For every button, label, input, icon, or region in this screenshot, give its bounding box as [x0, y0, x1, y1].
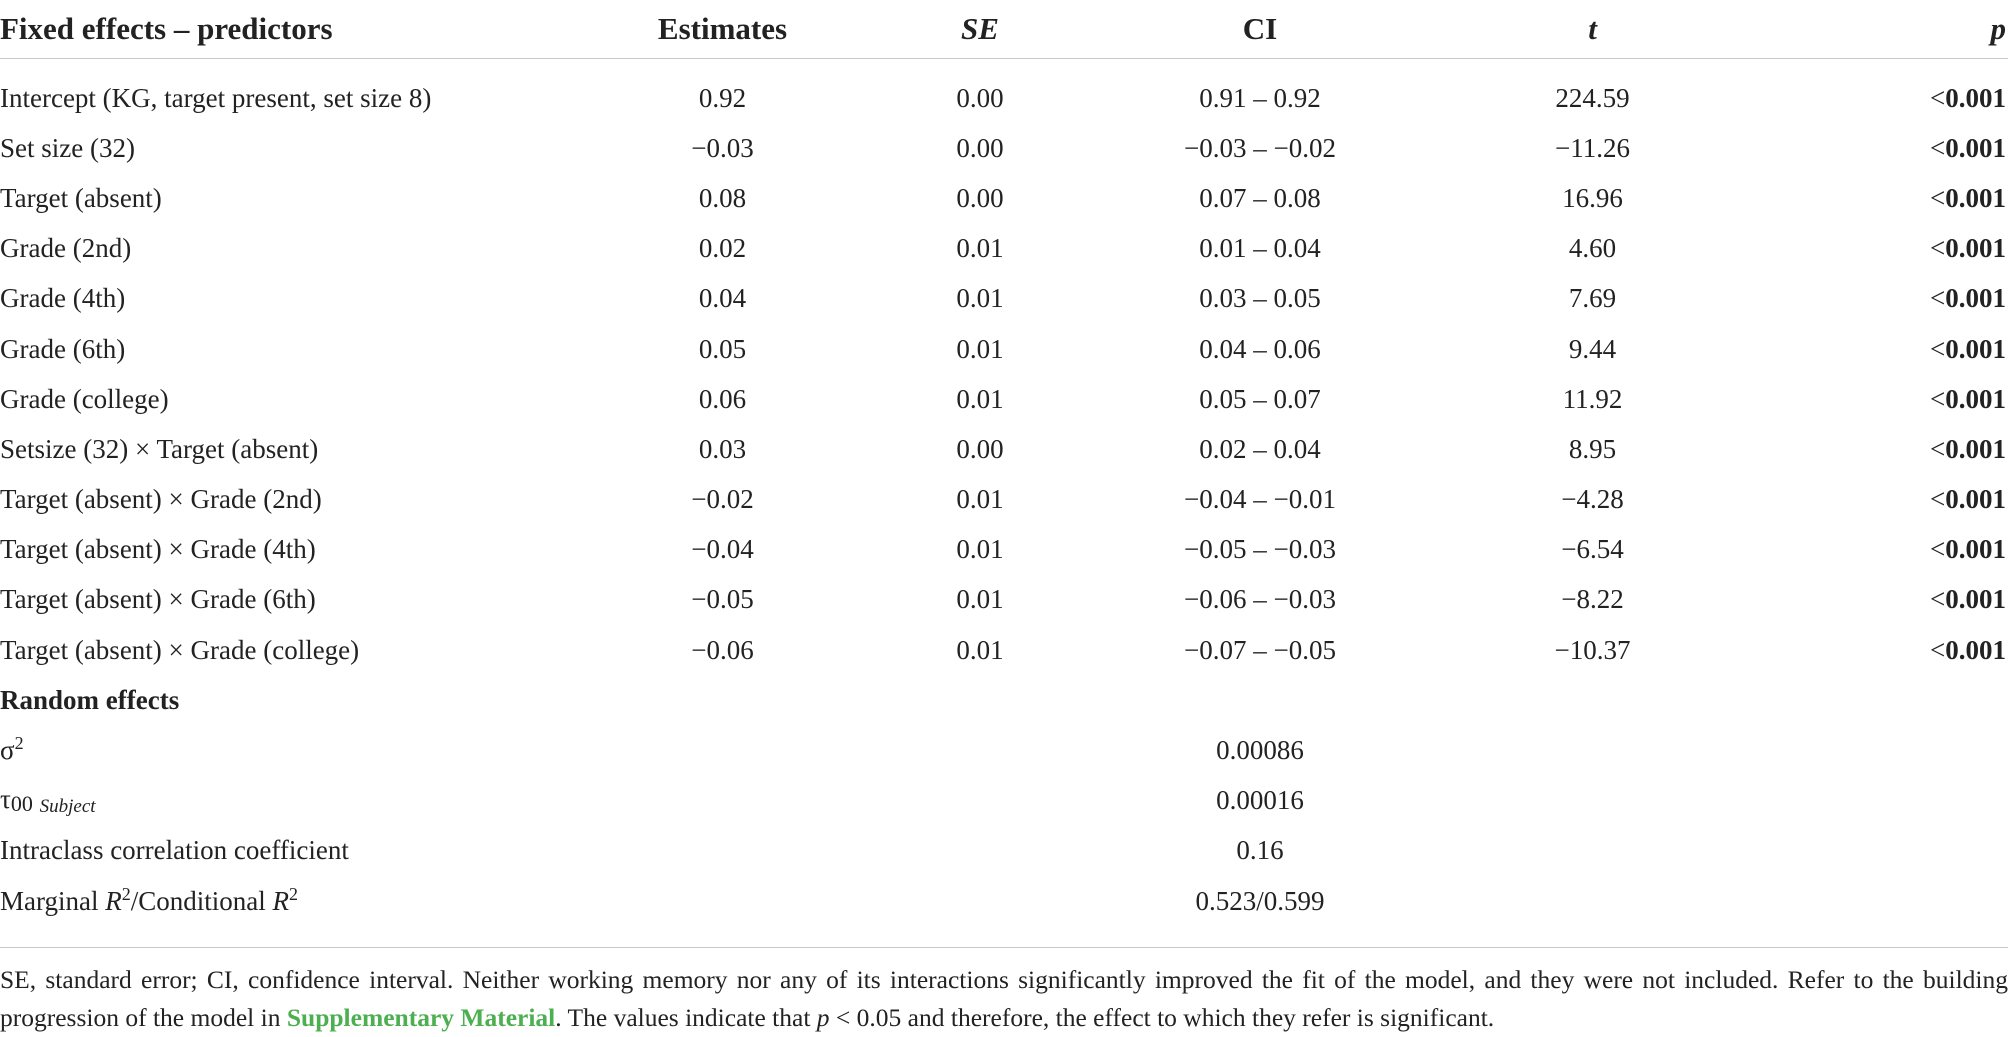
- estimate-value: 0.08: [698, 182, 747, 213]
- p-number: 0.001: [1945, 433, 2006, 464]
- table-bottom-rule: [0, 947, 2008, 948]
- r2-marginal-R: R: [105, 885, 122, 916]
- ci-value: 0.91 – 0.92: [1199, 82, 1321, 113]
- predictor-label: Grade (6th): [0, 333, 126, 364]
- table-footnote: [0, 961, 2008, 1037]
- p-number: 0.001: [1945, 82, 2006, 113]
- p-prefix: <: [1930, 333, 1946, 364]
- predictor-label: Target (absent) × Grade (2nd): [0, 484, 322, 515]
- header-p: p: [1990, 11, 2006, 46]
- sigma-value: 0.00086: [1216, 735, 1304, 766]
- t-value: 7.69: [1568, 283, 1617, 314]
- r2-label: [0, 876, 560, 926]
- predictor-label: Target (absent) × Grade (4th): [0, 534, 316, 565]
- r2-conditional-R: R: [272, 885, 289, 916]
- p-number: 0.001: [1945, 634, 2006, 665]
- se-value: 0.01: [956, 233, 1004, 264]
- p-number: 0.001: [1945, 283, 2006, 314]
- t-value: 8.95: [1568, 433, 1617, 464]
- se-value: 0.01: [956, 333, 1004, 364]
- predictor-label: Grade (2nd): [0, 233, 132, 264]
- table-row: [0, 123, 2008, 173]
- t-value: 224.59: [1555, 82, 1630, 113]
- estimate-value: −0.05: [691, 584, 754, 615]
- fixed-effects-body: [0, 59, 2008, 676]
- r2-row: [0, 876, 2008, 926]
- se-value: 0.01: [956, 283, 1004, 314]
- predictor-label: Intercept (KG, target present, set size 8): [0, 82, 432, 113]
- p-prefix: <: [1930, 132, 1946, 163]
- t-value: −11.26: [1555, 132, 1630, 163]
- t-value: 4.60: [1568, 233, 1617, 264]
- sigma-symbol: σ: [0, 735, 15, 766]
- se-value: 0.01: [956, 383, 1004, 414]
- se-value: 0.00: [956, 82, 1004, 113]
- estimate-value: 0.04: [698, 283, 747, 314]
- p-prefix: <: [1930, 534, 1946, 565]
- header-t: t: [1588, 11, 1597, 46]
- p-value: [1740, 274, 2008, 324]
- table-row: [0, 625, 2008, 675]
- p-number: 0.001: [1945, 182, 2006, 213]
- p-prefix: <: [1930, 82, 1946, 113]
- ci-value: −0.07 – −0.05: [1184, 634, 1336, 665]
- p-prefix: <: [1930, 584, 1946, 615]
- footnote-p-symbol: p: [816, 1003, 830, 1032]
- spacer-row: [0, 59, 2008, 74]
- random-effects-body: [0, 675, 2008, 926]
- p-prefix: <: [1930, 283, 1946, 314]
- r2-value: 0.523/0.599: [1195, 885, 1325, 916]
- predictor-label: Grade (4th): [0, 283, 126, 314]
- predictor-label: Grade (college): [0, 383, 169, 414]
- estimate-value: −0.02: [691, 484, 754, 515]
- p-value: [1740, 575, 2008, 625]
- table-row: [0, 73, 2008, 123]
- p-value: [1740, 324, 2008, 374]
- p-prefix: <: [1930, 182, 1946, 213]
- se-value: 0.00: [956, 433, 1004, 464]
- ci-value: −0.04 – −0.01: [1184, 484, 1336, 515]
- p-number: 0.001: [1945, 233, 2006, 264]
- se-value: 0.01: [956, 584, 1004, 615]
- ci-value: 0.07 – 0.08: [1199, 182, 1321, 213]
- table-header: [0, 0, 2008, 59]
- predictor-label: Set size (32): [0, 132, 135, 163]
- p-prefix: <: [1930, 433, 1946, 464]
- header-se: SE: [961, 11, 999, 46]
- tau-symbol: τ: [0, 783, 11, 814]
- header-ci: CI: [1242, 11, 1278, 46]
- estimate-value: 0.05: [698, 333, 747, 364]
- se-value: 0.00: [956, 132, 1004, 163]
- sigma-superscript: 2: [14, 733, 24, 754]
- estimate-value: −0.03: [691, 132, 754, 163]
- p-value: [1740, 475, 2008, 525]
- supplementary-material-link[interactable]: Supplementary Material: [286, 1003, 556, 1032]
- header-estimates: Estimates: [657, 11, 788, 46]
- p-number: 0.001: [1945, 484, 2006, 515]
- t-value: 16.96: [1562, 182, 1623, 213]
- p-value: [1740, 424, 2008, 474]
- estimate-value: −0.04: [691, 534, 754, 565]
- footnote-text-2: . The values indicate that: [555, 1003, 817, 1032]
- tau-subscript-number: 00: [10, 790, 33, 816]
- table-row: [0, 324, 2008, 374]
- se-value: 0.01: [956, 634, 1004, 665]
- ci-value: 0.03 – 0.05: [1199, 283, 1321, 314]
- header-row: [0, 0, 2008, 59]
- ci-value: 0.02 – 0.04: [1199, 433, 1321, 464]
- r2-marginal-sup: 2: [121, 883, 131, 904]
- p-number: 0.001: [1945, 383, 2006, 414]
- ci-value: −0.06 – −0.03: [1184, 584, 1336, 615]
- table-row: [0, 374, 2008, 424]
- se-value: 0.00: [956, 182, 1004, 213]
- tau-subscript-label: Subject: [39, 795, 96, 817]
- icc-label: Intraclass correlation coefficient: [0, 835, 349, 866]
- estimate-value: −0.06: [691, 634, 754, 665]
- se-value: 0.01: [956, 484, 1004, 515]
- tau-row: [0, 776, 2008, 826]
- r2-conditional-text: /Conditional: [130, 885, 273, 916]
- p-prefix: <: [1930, 634, 1946, 665]
- tau-value: 0.00016: [1216, 785, 1304, 816]
- p-value: [1740, 625, 2008, 675]
- sigma-row: [0, 725, 2008, 775]
- r2-marginal-text: Marginal: [0, 885, 106, 916]
- table-row: [0, 475, 2008, 525]
- tau-label: [0, 776, 560, 826]
- table-row: [0, 274, 2008, 324]
- p-value: [1740, 123, 2008, 173]
- p-value: [1740, 73, 2008, 123]
- ci-value: −0.05 – −0.03: [1184, 534, 1336, 565]
- predictor-label: Target (absent) × Grade (college): [0, 634, 360, 665]
- predictor-label: Target (absent): [0, 182, 162, 213]
- p-number: 0.001: [1945, 534, 2006, 565]
- p-value: [1740, 374, 2008, 424]
- random-effects-heading: Random effects: [0, 684, 180, 715]
- predictor-label: Setsize (32) × Target (absent): [0, 433, 319, 464]
- t-value: −4.28: [1561, 484, 1624, 515]
- p-prefix: <: [1930, 233, 1946, 264]
- predictor-label: Target (absent) × Grade (6th): [0, 584, 316, 615]
- p-value: [1740, 525, 2008, 575]
- sigma-label: [0, 725, 560, 775]
- t-value: 11.92: [1562, 383, 1623, 414]
- table-row: [0, 173, 2008, 223]
- footnote-text-1: SE, standard error; CI, confidence interval. Neither working memory nor any of its interactions significantly improved the fit of the model, and they were not included. Refer to the building progression of the model in: [0, 965, 2008, 1032]
- t-value: −6.54: [1561, 534, 1624, 565]
- se-value: 0.01: [956, 534, 1004, 565]
- header-predictor: Fixed effects – predictors: [0, 11, 333, 46]
- t-value: 9.44: [1568, 333, 1617, 364]
- random-effects-heading-row: [0, 675, 2008, 725]
- ci-value: 0.05 – 0.07: [1199, 383, 1321, 414]
- ci-value: 0.01 – 0.04: [1199, 233, 1321, 264]
- t-value: −8.22: [1561, 584, 1624, 615]
- estimate-value: 0.02: [698, 233, 747, 264]
- p-number: 0.001: [1945, 333, 2006, 364]
- table-row: [0, 224, 2008, 274]
- r2-conditional-sup: 2: [288, 883, 298, 904]
- ci-value: −0.03 – −0.02: [1184, 132, 1336, 163]
- p-number: 0.001: [1945, 132, 2006, 163]
- p-value: [1740, 173, 2008, 223]
- table-row: [0, 575, 2008, 625]
- estimate-value: 0.92: [698, 82, 747, 113]
- p-number: 0.001: [1945, 584, 2006, 615]
- table-row: [0, 525, 2008, 575]
- estimate-value: 0.03: [698, 433, 747, 464]
- ci-value: 0.04 – 0.06: [1199, 333, 1321, 364]
- p-prefix: <: [1930, 484, 1946, 515]
- table-row: [0, 424, 2008, 474]
- icc-row: [0, 826, 2008, 876]
- p-value: [1740, 224, 2008, 274]
- p-prefix: <: [1930, 383, 1946, 414]
- icc-value: 0.16: [1236, 835, 1284, 866]
- footnote-text-3: < 0.05 and therefore, the effect to which they refer is significant.: [829, 1003, 1495, 1032]
- t-value: −10.37: [1554, 634, 1631, 665]
- estimate-value: 0.06: [698, 383, 747, 414]
